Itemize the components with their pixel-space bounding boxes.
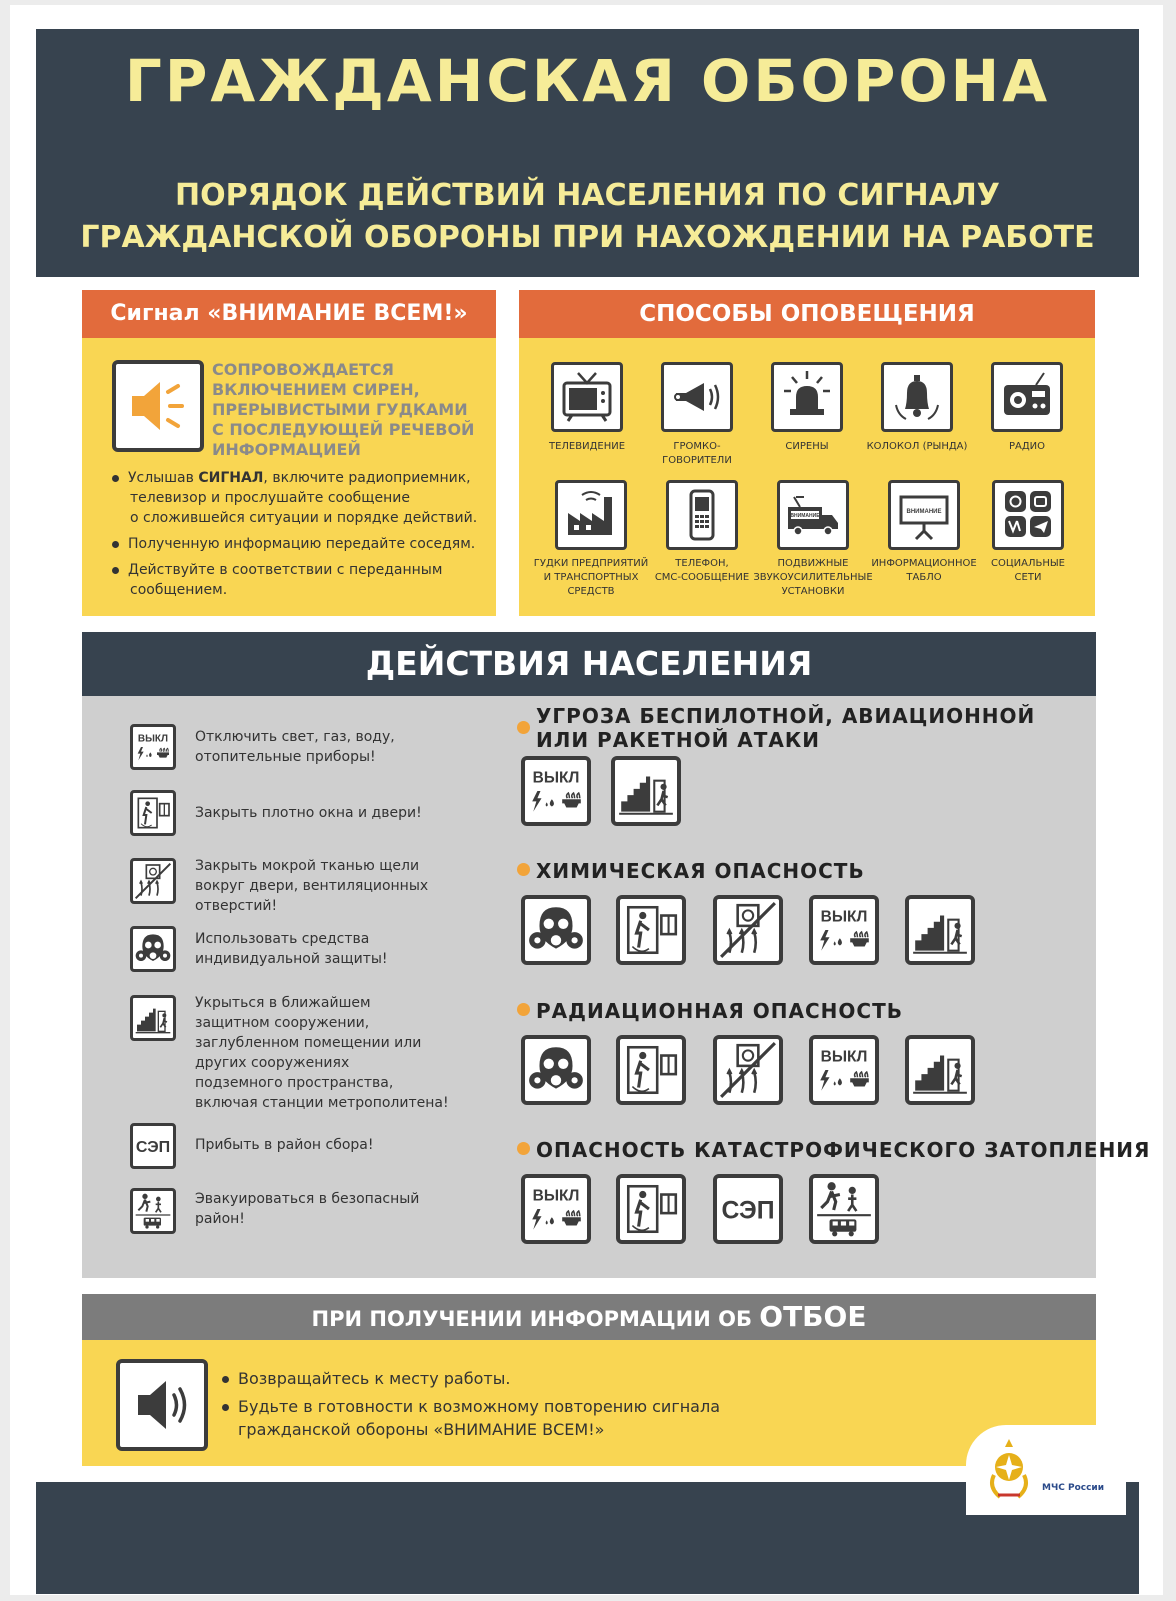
caption-line: ГОВОРИТЕЛИ [662,455,732,466]
method-caption [971,440,1083,454]
method-caption [528,557,654,599]
power-off-icon [130,724,176,770]
close-door-icon [616,1174,686,1244]
legend-line: заглубленном помещении или [195,1035,422,1051]
bullet-text: телевизор и прослушайте сообщение [130,490,410,506]
tv-icon [551,362,623,432]
power-off-icon [809,895,879,965]
signal-title: Сигнал «ВНИМАНИЕ ВСЕМ!» [82,290,496,338]
bullet-text: гражданской обороны «ВНИМАНИЕ ВСЕМ!» [238,1420,605,1439]
allclear-title-text: ПРИ ПОЛУЧЕНИИ ИНФОРМАЦИИ ОБ [311,1307,760,1331]
wet-cloth-icon [713,1035,783,1105]
legend-line: Укрыться в ближайшем [195,995,371,1011]
category-line: ОПАСНОСТЬ КАТАСТРОФИЧЕСКОГО ЗАТОПЛЕНИЯ [536,1138,1151,1162]
sep-icon [713,1174,783,1244]
shelter-icon [905,1035,975,1105]
method-caption [861,440,973,454]
evacuate-icon [130,1188,176,1234]
close-door-icon [616,1035,686,1105]
signal-desc-line: ВКЛЮЧЕНИЕМ СИРЕН, [212,380,420,399]
method-caption [641,440,753,468]
bullet-dot [112,541,119,548]
caption-line: СЕТИ [1014,572,1042,583]
caption-line: СРЕДСТВ [567,586,615,597]
allclear-title [82,1294,1096,1340]
siren-icon [771,362,843,432]
header-banner [36,29,1139,277]
caption-line: ИНФОРМАЦИОННОЕ [871,558,977,569]
caption-line: ПОДВИЖНЫЕ [777,558,849,569]
shelter-icon [905,895,975,965]
caption-line: СМС-СООБЩЕНИЕ [654,572,750,583]
legend-text [195,1189,419,1229]
allclear-bullet-2 [222,1395,720,1441]
legend-text [195,929,388,969]
legend-line: защитном сооружении, [195,1015,370,1031]
legend-text [195,803,422,823]
legend-line: включая станции метрополитена! [195,1095,449,1111]
logo-caption: МЧС России [1042,1483,1105,1493]
caption-line: ГУДКИ ПРЕДПРИЯТИЙ [533,558,649,569]
bullet-text: , включите радиоприемник, [263,470,471,486]
category-line: УГРОЗА БЕСПИЛОТНОЙ, АВИАЦИОННОЙ [536,704,1036,728]
speaker-alert-icon [112,360,204,452]
bell-icon [881,362,953,432]
caption-line: ЗВУКОУСИЛИТЕЛЬНЫЕ [753,572,873,583]
legend-line: Прибыть в район сбора! [195,1137,374,1153]
caption-line: РАДИО [1008,441,1046,452]
category-line: ИЛИ РАКЕТНОЙ АТАКИ [536,728,820,752]
caption-line: КОЛОКОЛ (РЫНДА) [866,441,968,452]
category-line: РАДИАЦИОННАЯ ОПАСНОСТЬ [536,999,903,1023]
methods-title: СПОСОБЫ ОПОВЕЩЕНИЯ [519,290,1095,338]
category-dot [517,1142,530,1155]
signal-desc-line: С ПОСЛЕДУЮЩЕЙ РЕЧЕВОЙ [212,420,475,439]
van-sign-text: ВНИМАНИЕ [790,513,820,519]
signal-description [212,360,474,460]
signal-desc-line: ИНФОРМАЦИЕЙ [212,440,361,459]
gas-mask-icon [521,1035,591,1105]
method-caption [864,557,984,585]
legend-line: Закрыть плотно окна и двери! [195,805,422,821]
wet-cloth-icon [130,858,176,904]
wet-cloth-icon [713,895,783,965]
caption-line: ТАБЛО [906,572,942,583]
social-icon [992,480,1064,550]
loudspeaker-icon [661,362,733,432]
method-caption [751,440,863,454]
actions-title: ДЕЙСТВИЯ НАСЕЛЕНИЯ [82,632,1096,696]
bullet-dot [222,1404,229,1411]
signal-desc-line: СОПРОВОЖДАЕТСЯ [212,360,394,379]
caption-line: УСТАНОВКИ [781,586,845,597]
page-title: ГРАЖДАНСКАЯ ОБОРОНА [124,47,1051,115]
method-caption [531,440,643,454]
evacuate-icon [809,1174,879,1244]
caption-line: И ТРАНСПОРТНЫХ [543,572,639,583]
legend-line: Использовать средства [195,931,370,947]
legend-text [195,727,395,767]
method-caption [642,557,762,585]
legend-text [195,1135,373,1155]
caption-line: ГРОМКО- [673,441,721,452]
bullet-dot [222,1376,229,1383]
category-dot [517,863,530,876]
signal-bullet-1 [112,468,477,528]
caption-line: СИРЕНЫ [785,441,829,452]
category-radiation [536,999,903,1023]
caption-line: ТЕЛЕФОН, [675,558,729,569]
power-off-icon [521,1174,591,1244]
page-subtitle [36,175,1139,259]
legend-line: Закрыть мокрой тканью щели [195,858,420,874]
speaker-icon [116,1359,208,1451]
method-caption [753,557,873,599]
allclear-bullet-1 [222,1367,510,1390]
legend-line: район! [195,1211,245,1227]
gas-mask-icon [521,895,591,965]
subtitle-line-1: ПОРЯДОК ДЕЙСТВИЙ НАСЕЛЕНИЯ ПО СИГНАЛУ [175,178,1000,213]
mchs-emblem-icon [984,1435,1034,1505]
gas-mask-icon [130,926,176,972]
legend-line: других сооружениях [195,1055,350,1071]
board-icon [888,480,960,550]
allclear-title-bold: ОТБОЕ [759,1300,867,1333]
phone-icon [666,480,738,550]
close-door-icon [130,790,176,836]
legend-line: отопительные приборы! [195,749,376,765]
caption-line: СОЦИАЛЬНЫЕ [991,558,1065,569]
bullet-text: Полученную информацию передайте соседям. [128,536,476,552]
category-dot [517,1003,530,1016]
method-caption [968,557,1088,585]
radio-icon [991,362,1063,432]
legend-line: отверстий! [195,898,278,914]
power-off-icon [809,1035,879,1105]
bullet-bold: СИГНАЛ [198,470,264,486]
legend-line: Эвакуироваться в безопасный [195,1191,420,1207]
legend-line: индивидуальной защиты! [195,951,388,967]
sep-icon [130,1123,176,1169]
bullet-text: Возвращайтесь к месту работы. [238,1369,511,1388]
factory-icon [555,480,627,550]
category-chemical [536,859,865,883]
bullet-dot [112,475,119,482]
board-sign-text: ВНИМАНИЕ [906,509,942,515]
signal-bullet-3 [112,560,442,600]
category-air-attack [536,704,1035,752]
legend-line: подземного пространства, [195,1075,394,1091]
legend-line: Отключить свет, газ, воду, [195,729,395,745]
bullet-text: Будьте в готовности к возможному повторению сигнала [238,1397,721,1416]
signal-desc-line: ПРЕРЫВИСТЫМИ ГУДКАМИ [212,400,468,419]
van-icon [777,480,849,550]
bullet-text: о сложившейся ситуации и порядке действий. [130,510,478,526]
legend-line: вокруг двери, вентиляционных [195,878,429,894]
shelter-icon [611,756,681,826]
bullet-text: сообщением. [130,582,228,598]
bullet-text: Услышав [128,470,199,486]
category-flood [536,1138,1150,1162]
shelter-icon [130,995,176,1041]
signal-bullet-2 [112,534,475,554]
legend-text [195,993,449,1113]
subtitle-line-2: ГРАЖДАНСКОЙ ОБОРОНЫ ПРИ НАХОЖДЕНИИ НА РАБОТЕ [80,220,1095,255]
caption-line: ТЕЛЕВИДЕНИЕ [548,441,626,452]
legend-text [195,856,428,916]
logo-area [966,1425,1126,1515]
bullet-dot [112,567,119,574]
category-line: ХИМИЧЕСКАЯ ОПАСНОСТЬ [536,859,865,883]
category-dot [517,721,530,734]
close-door-icon [616,895,686,965]
bullet-text: Действуйте в соответствии с переданным [128,562,443,578]
power-off-icon [521,756,591,826]
